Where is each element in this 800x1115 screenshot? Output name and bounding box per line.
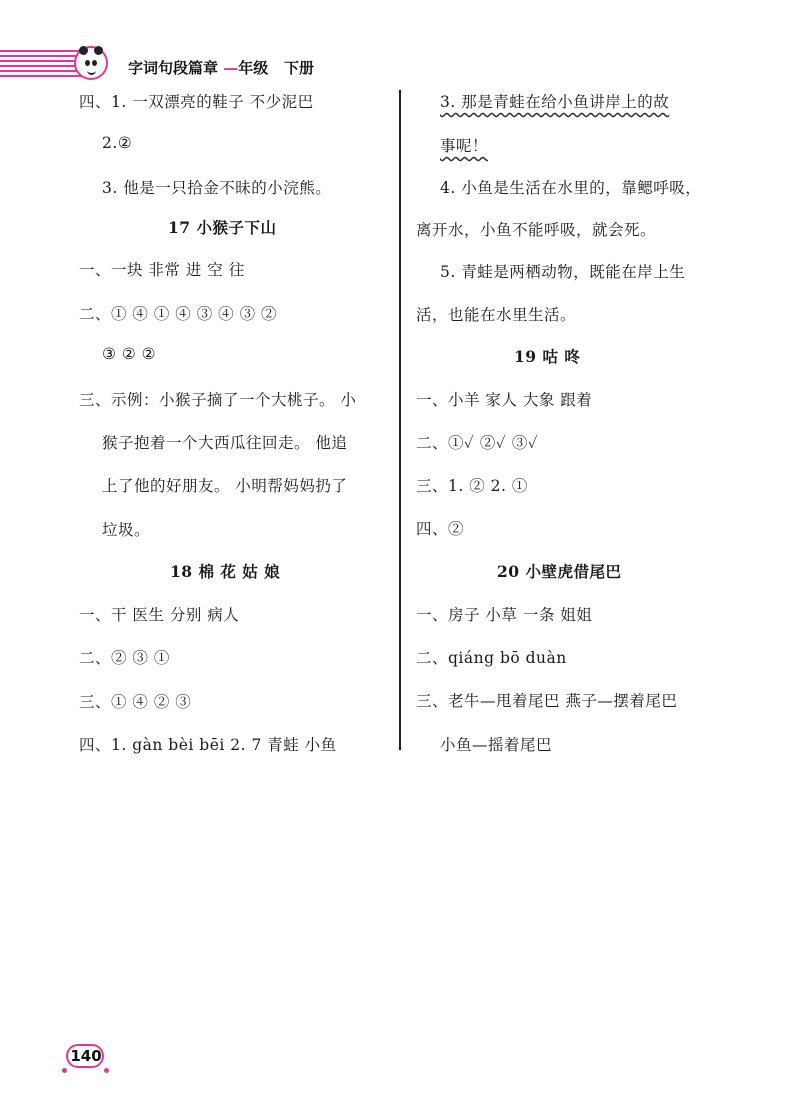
left-line-15: 三、① ④ ② ③ [79, 693, 192, 711]
right-line-6: 活，也能在水里生活。 [416, 306, 577, 324]
left-line-5: 一、一块 非常 进 空 往 [79, 261, 245, 279]
right-section-19: 19 咕 咚 [514, 347, 581, 366]
left-line-8: 三、示例：小猴子摘了一个大桃子。 小 [79, 391, 357, 409]
right-line-8: 一、小羊 家人 大象 跟着 [416, 391, 593, 409]
header-title: 字词句段篇章 —年级 下册 [128, 59, 314, 77]
page-header [0, 46, 400, 86]
left-line-16: 四、1. gàn bèi bēi 2. 7 青蛙 小鱼 [79, 736, 337, 754]
left-line-11: 垃圾。 [102, 521, 151, 539]
left-section-17: 17 小猴子下山 [168, 218, 277, 237]
right-line-14: 二、qiáng bō duàn [416, 649, 567, 667]
page-number: 140 [58, 1042, 110, 1072]
right-line-3: 4. 小鱼是生活在水里的，靠鳃呼吸， [440, 179, 702, 197]
left-line-2: 2.② [102, 134, 133, 152]
panda-mascot-icon [74, 46, 108, 80]
right-line-10: 三、1. ② 2. ① [416, 477, 528, 495]
left-line-13: 一、干 医生 分别 病人 [79, 606, 240, 624]
right-line-4: 离开水，小鱼不能呼吸，就会死。 [416, 221, 657, 239]
right-line-5: 5. 青蛙是两栖动物，既能在岸上生 [440, 263, 686, 281]
left-line-10: 上了他的好朋友。 小明帮妈妈扔了 [102, 477, 348, 495]
left-line-1: 四、1. 一双漂亮的鞋子 不少泥巴 [79, 93, 314, 111]
right-line-16: 小鱼—摇着尾巴 [440, 736, 553, 754]
right-line-15: 三、老牛—甩着尾巴 燕子—摆着尾巴 [416, 692, 678, 710]
left-line-9: 猴子抱着一个大西瓜往回走。 他追 [102, 434, 348, 452]
column-divider [399, 90, 401, 750]
right-line-9: 二、①✓ ②✓ ③✓ [416, 434, 539, 452]
left-line-7: ③ ② ② [102, 345, 157, 363]
left-section-18: 18 棉 花 姑 娘 [170, 562, 281, 581]
left-line-14: 二、② ③ ① [79, 649, 170, 667]
right-line-11: 四、② [416, 520, 465, 538]
right-line-2: 事呢！ [440, 137, 489, 155]
right-section-20: 20 小壁虎借尾巴 [497, 562, 622, 581]
right-line-13: 一、房子 小草 一条 姐姐 [416, 606, 593, 624]
left-line-3: 3. 他是一只拾金不昧的小浣熊。 [102, 179, 332, 197]
left-line-6: 二、① ④ ① ④ ③ ④ ③ ② [79, 305, 277, 323]
right-line-1: 3. 那是青蛙在给小鱼讲岸上的故 [440, 93, 670, 111]
